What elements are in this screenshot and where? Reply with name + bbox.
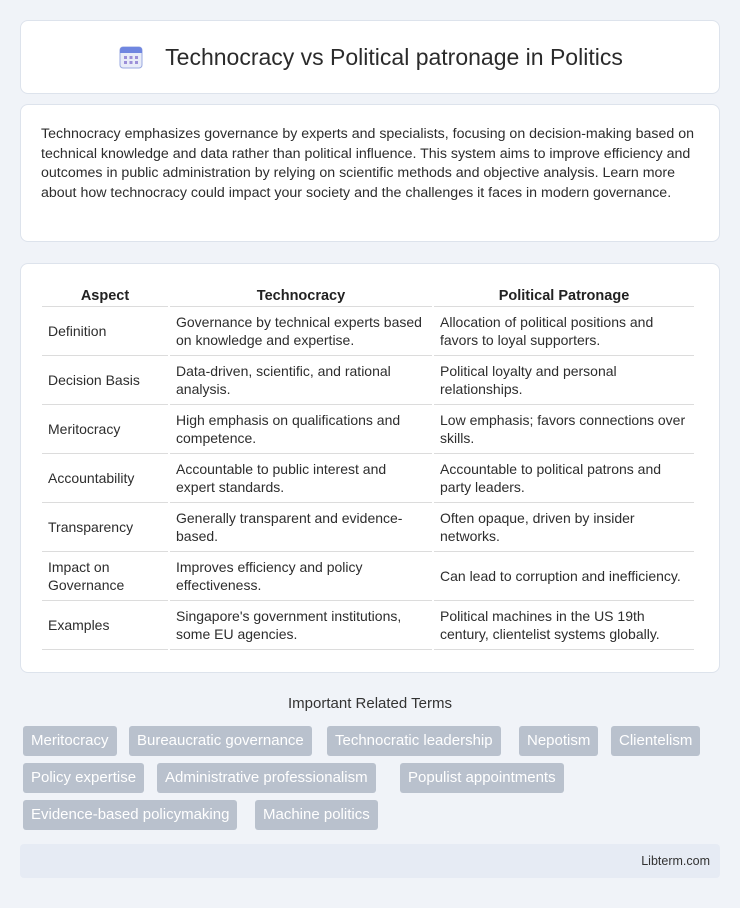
intro-card [20,104,720,242]
cell-aspect: Impact on Governance [42,552,168,601]
table-row [42,356,694,405]
tag-nepotism[interactable]: Nepotism [519,726,598,756]
cell-technocracy: Governance by technical experts based on knowledge and expertise. [170,307,432,356]
header-technocracy: Technocracy [170,286,432,307]
cell-patronage: Can lead to corruption and inefficiency. [434,552,694,601]
tag-bureaucratic-governance[interactable]: Bureaucratic governance [129,726,312,756]
intro-text: Technocracy emphasizes governance by experts and specialists, focusing on decision-making based on technical knowledge and data rather than political influence. This system aims to improve efficiency and outcomes in public administration by relying on scientific methods and objective analysis. Learn more about how technocracy could impact your society and the challenges it faces in modern governance. [41,126,694,201]
tag-technocratic-leadership[interactable]: Technocratic leadership [327,726,501,756]
cell-technocracy: Data-driven, scientific, and rational analysis. [170,356,432,405]
calendar-icon [117,43,145,71]
tag-evidence-based-policymaking[interactable]: Evidence-based policymaking [23,800,237,830]
cell-technocracy: Generally transparent and evidence-based. [170,503,432,552]
page-title: Technocracy vs Political patronage in Politics [165,43,623,70]
cell-aspect: Meritocracy [42,405,168,454]
header-aspect: Aspect [42,286,168,307]
table-row [42,454,694,503]
title-card [20,20,720,94]
tag-machine-politics[interactable]: Machine politics [255,800,378,830]
cell-patronage: Accountable to political patrons and party leaders. [434,454,694,503]
footer-site-link[interactable]: Libterm.com [641,854,710,868]
cell-aspect: Examples [42,601,168,650]
cell-aspect: Accountability [42,454,168,503]
related-terms-title: Important Related Terms [288,695,452,712]
cell-aspect: Transparency [42,503,168,552]
cell-patronage: Political machines in the US 19th century, clientelist systems globally. [434,601,694,650]
header-political-patronage: Political Patronage [434,286,694,307]
table-row [42,503,694,552]
table-row [42,405,694,454]
cell-technocracy: High emphasis on qualifications and competence. [170,405,432,454]
cell-patronage: Low emphasis; favors connections over skills. [434,405,694,454]
cell-technocracy: Singapore's government institutions, some EU agencies. [170,601,432,650]
cell-patronage: Often opaque, driven by insider networks. [434,503,694,552]
table-row [42,307,694,356]
cell-technocracy: Improves efficiency and policy effectiveness. [170,552,432,601]
table-header-row [42,286,694,307]
cell-aspect: Decision Basis [42,356,168,405]
tag-populist-appointments[interactable]: Populist appointments [400,763,564,793]
tag-meritocracy[interactable]: Meritocracy [23,726,117,756]
comparison-card [20,263,720,673]
table-row [42,552,694,601]
cell-patronage: Allocation of political positions and favors to loyal supporters. [434,307,694,356]
cell-technocracy: Accountable to public interest and expert standards. [170,454,432,503]
tag-policy-expertise[interactable]: Policy expertise [23,763,144,793]
tag-administrative-professionalism[interactable]: Administrative professionalism [157,763,376,793]
cell-aspect: Definition [42,307,168,356]
tag-clientelism[interactable]: Clientelism [611,726,700,756]
table-row [42,601,694,650]
comparison-table [40,286,696,650]
footer [20,844,720,878]
cell-patronage: Political loyalty and personal relationships. [434,356,694,405]
